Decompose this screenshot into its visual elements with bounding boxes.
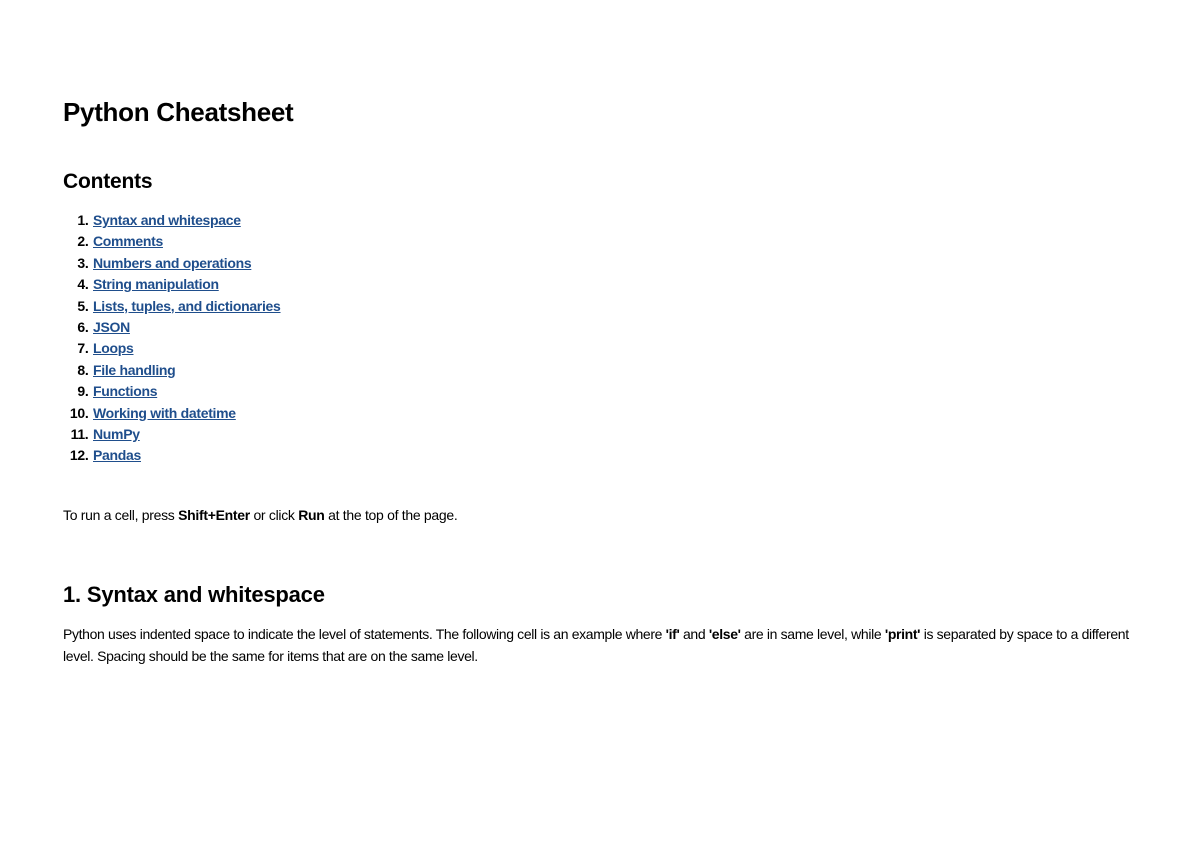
run-button-label: Run [298,507,325,523]
toc-link-numbers-and-operations[interactable]: Numbers and operations [93,254,252,271]
shortcut-key-label: Shift+Enter [178,507,250,523]
toc-link-lists-tuples-dictionaries[interactable]: Lists, tuples, and dictionaries [93,297,281,314]
toc-item [92,424,281,445]
page-title: Python Cheatsheet [63,97,294,127]
toc-link-loops[interactable]: Loops [93,340,134,357]
toc-item [92,253,281,274]
paragraph-text-4: is separated by space to a different level. Spacing should be the same for items that are on the same level. [63,626,1129,664]
toc-item [92,274,281,295]
run-instructions [63,507,457,523]
toc-item [92,381,281,402]
toc-link-json[interactable]: JSON [93,319,130,336]
toc-item [92,296,281,317]
contents-heading: Contents [63,170,153,193]
paragraph-text-2: and [679,626,709,642]
paragraph-text-3: are in same level, while [740,626,885,642]
keyword-else: 'else' [708,626,741,642]
toc-link-syntax-and-whitespace[interactable]: Syntax and whitespace [93,212,241,228]
toc-item [92,210,281,231]
toc-link-pandas[interactable]: Pandas [93,447,141,464]
toc-link-string-manipulation[interactable]: String manipulation [93,276,219,293]
toc-item [92,445,281,466]
section-paragraph [63,624,1153,667]
toc-item [92,317,281,338]
toc-link-file-handling[interactable]: File handling [93,361,176,378]
table-of-contents [63,210,281,467]
paragraph-text-1: Python uses indented space to indicate the level of statements. The following cell is an example where [63,626,666,642]
toc-link-comments[interactable]: Comments [93,233,163,250]
toc-item [92,360,281,381]
toc-link-working-with-datetime[interactable]: Working with datetime [93,404,236,421]
run-hint-middle: or click [249,507,299,523]
toc-link-functions[interactable]: Functions [93,383,158,400]
run-hint-prefix: To run a cell, press [63,507,179,523]
keyword-if: 'if' [665,626,680,642]
toc-item [92,403,281,424]
toc-item [92,338,281,359]
toc-link-numpy[interactable]: NumPy [93,426,140,443]
keyword-print: 'print' [884,626,921,642]
section-heading-syntax: 1. Syntax and whitespace [63,582,325,607]
toc-item [92,231,281,252]
run-hint-suffix: at the top of the page. [324,507,458,523]
